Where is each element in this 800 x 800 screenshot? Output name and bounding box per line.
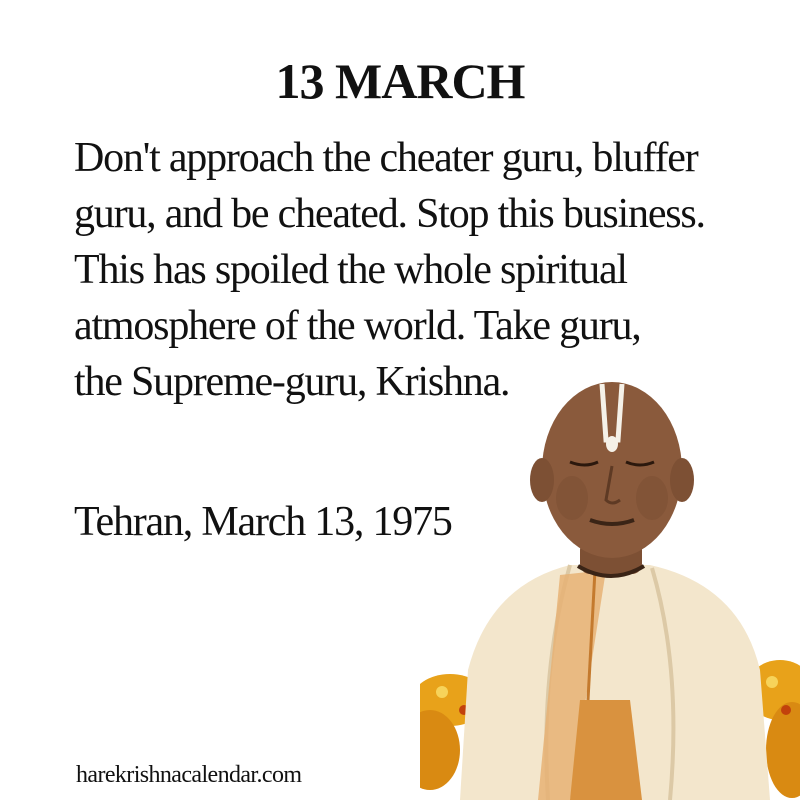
portrait-illustration xyxy=(420,370,800,800)
quote-source: Tehran, March 13, 1975 xyxy=(74,499,452,545)
quote-line: guru, and be cheated. Stop this business. xyxy=(74,191,705,237)
website-url: harekrishnacalendar.com xyxy=(76,762,302,788)
quote-text xyxy=(74,130,774,410)
quote-line: Don't approach the cheater guru, bluffer xyxy=(74,135,698,181)
bead-bag xyxy=(570,700,642,800)
quote-line: This has spoiled the whole spiritual xyxy=(74,247,627,293)
portrait-photo xyxy=(420,370,800,800)
page-title: 13 MARCH xyxy=(275,53,525,109)
quote-line: atmosphere of the world. Take guru, xyxy=(74,303,641,349)
quote-line: the Supreme-guru, Krishna. xyxy=(74,359,510,405)
